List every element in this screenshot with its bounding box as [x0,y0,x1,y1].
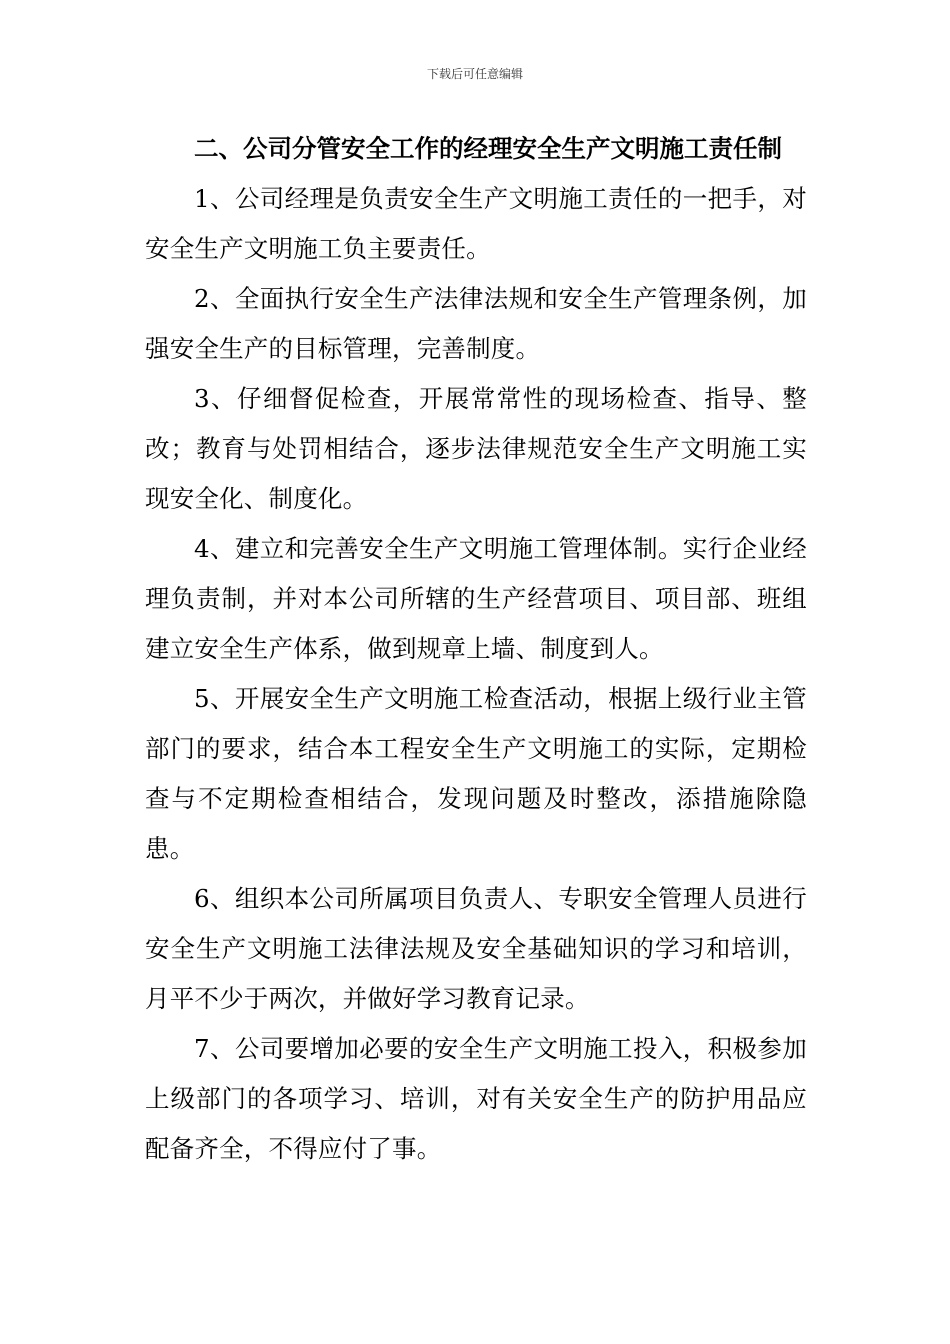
header-note: 下载后可任意编辑 [426,67,523,81]
paragraph-1: 1、公司经理是负责安全生产文明施工责任的一把手，对安全生产文明施工负主要责任。 [145,184,807,263]
paragraph-4: 4、建立和完善安全生产文明施工管理体制。实行企业经理负责制，并对本公司所辖的生产经营项目、项目部、班组建立安全生产体系，做到规章上墙、制度到人。 [145,534,807,663]
paragraph-6: 6、组织本公司所属项目负责人、专职安全管理人员进行安全生产文明施工法律法规及安全基础知识的学习和培训，月平不少于两次，并做好学习教育记录。 [145,884,807,1013]
paragraph-3: 3、仔细督促检查，开展常常性的现场检查、指导、整改；教育与处罚相结合，逐步法律规范安全生产文明施工实现安全化、制度化。 [145,384,807,513]
document-title: 二、公司分管安全工作的经理安全生产文明施工责任制 [194,134,782,163]
paragraph-2: 2、全面执行安全生产法律法规和安全生产管理条例，加强安全生产的目标管理，完善制度。 [145,284,807,363]
paragraph-5: 5、开展安全生产文明施工检查活动，根据上级行业主管部门的要求，结合本工程安全生产文明施工的实际，定期检查与不定期检查相结合，发现问题及时整改，添措施除隐患。 [145,684,807,863]
paragraph-7: 7、公司要增加必要的安全生产文明施工投入，积极参加上级部门的各项学习、培训，对有关安全生产的防护用品应配备齐全，不得应付了事。 [145,1034,807,1163]
document-body [145,124,807,1174]
